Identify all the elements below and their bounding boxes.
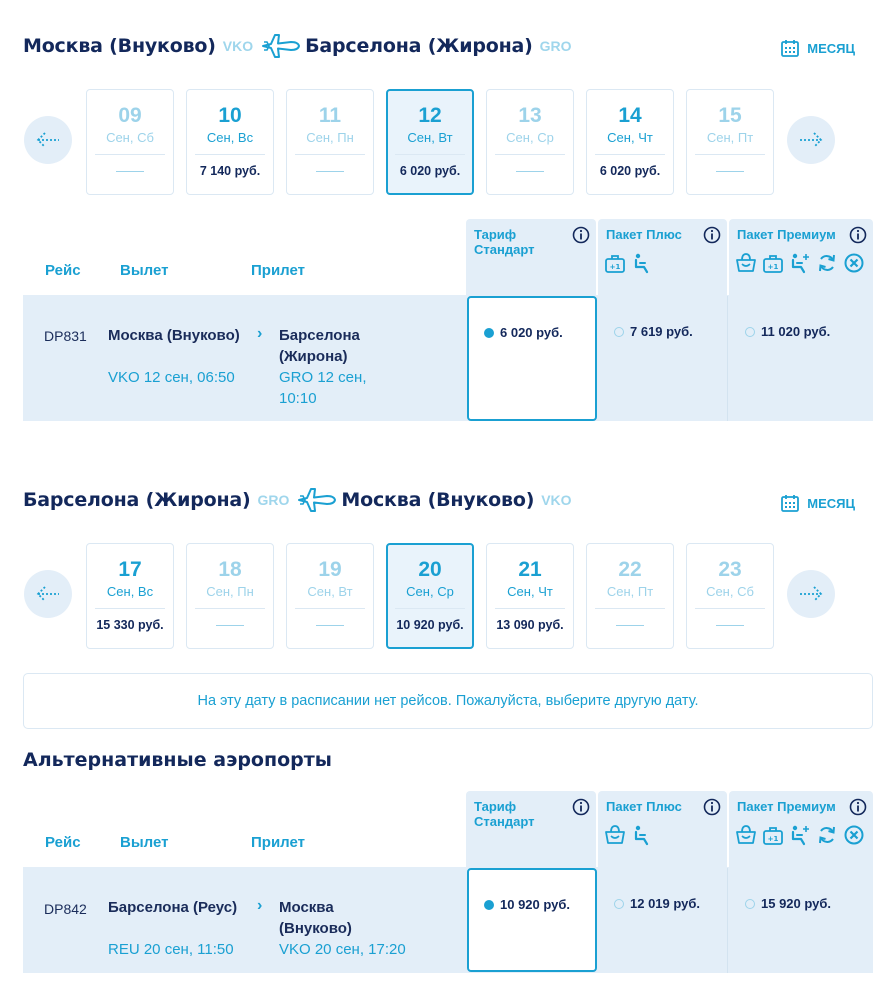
no-price-dash (316, 625, 344, 626)
date-card[interactable] (586, 543, 674, 649)
tariff-plus-header (598, 219, 727, 295)
date-weekday: Сен, Чт (607, 130, 653, 145)
no-price-dash (216, 625, 244, 626)
date-weekday: Сен, Пт (606, 584, 654, 599)
date-number: 14 (618, 104, 642, 127)
price-premium[interactable] (729, 296, 873, 421)
no-price-dash (516, 171, 544, 172)
arrival-city: Барселона (Жирона) (279, 327, 360, 365)
departure-city: Барселона (Реус) (108, 899, 238, 916)
date-number: 13 (518, 104, 542, 127)
flight-number: DP842 (44, 901, 87, 917)
date-number: 11 (318, 104, 342, 127)
radio (614, 899, 624, 909)
price-value: 6 020 руб. (500, 325, 563, 340)
date-weekday: Сен, Пн (306, 130, 354, 145)
date-number: 22 (618, 558, 642, 581)
hand-luggage-icon (604, 824, 626, 846)
date-divider (395, 154, 465, 155)
date-divider (595, 608, 665, 609)
date-number: 10 (218, 104, 242, 127)
month-view-button[interactable] (780, 38, 855, 58)
date-number: 12 (418, 104, 442, 127)
date-card[interactable] (86, 89, 174, 195)
date-number: 20 (418, 558, 442, 581)
price-standard[interactable] (467, 868, 597, 972)
col-header-flight: Рейс (45, 262, 81, 279)
baggage-icon (762, 252, 784, 274)
flight-number: DP831 (44, 328, 87, 344)
date-divider (295, 608, 365, 609)
date-divider (595, 154, 665, 155)
next-days-button[interactable] (787, 570, 835, 618)
month-view-button[interactable] (780, 493, 855, 513)
baggage-icon (604, 252, 626, 274)
date-number: 18 (218, 558, 242, 581)
date-card[interactable] (486, 543, 574, 649)
date-divider (295, 154, 365, 155)
chevron-right-icon: › (257, 897, 263, 914)
date-price: 7 140 руб. (199, 164, 261, 178)
no-price-dash (716, 171, 744, 172)
date-divider (495, 154, 565, 155)
origin-city: Москва (Внуково) (23, 35, 216, 57)
tariff-name: Пакет Плюс (606, 227, 682, 242)
calendar-icon (780, 493, 800, 513)
radio-selected (484, 900, 494, 910)
price-value: 15 920 руб. (761, 896, 832, 911)
date-weekday: Сен, Сб (106, 130, 154, 145)
date-weekday: Сен, Ср (506, 130, 554, 145)
seat-plus-icon (789, 252, 811, 274)
info-icon[interactable] (572, 226, 590, 244)
price-premium[interactable] (729, 868, 873, 973)
tariff-standard-header (466, 791, 596, 867)
date-price: 6 020 руб. (599, 164, 661, 178)
next-days-button[interactable] (787, 116, 835, 164)
radio (614, 327, 624, 337)
prev-days-button[interactable] (24, 116, 72, 164)
tariff-premium-header (729, 791, 873, 867)
price-plus[interactable] (598, 296, 727, 421)
date-card-selected[interactable] (386, 89, 474, 195)
price-value: 11 020 руб. (761, 324, 831, 339)
date-card-selected[interactable] (386, 543, 474, 649)
origin-code: GRO (257, 492, 290, 508)
hand-luggage-icon (735, 824, 757, 846)
date-number: 15 (718, 104, 742, 127)
tariff-plus-header (598, 791, 727, 867)
date-divider (395, 608, 465, 609)
arrow-right-icon (797, 130, 825, 150)
price-value: 7 619 руб. (630, 324, 693, 339)
radio (745, 327, 755, 337)
date-weekday: Сен, Пт (706, 130, 754, 145)
airplane-icon (297, 485, 337, 515)
departure-city: Москва (Внуково) (108, 327, 240, 344)
airplane-icon (261, 31, 301, 61)
arrival-time: VKO 20 сен, 17:20 (279, 941, 406, 958)
date-weekday: Сен, Сб (706, 584, 754, 599)
date-card[interactable] (586, 89, 674, 195)
info-icon[interactable] (572, 798, 590, 816)
refund-icon (843, 252, 865, 274)
departure-time: VKO 12 сен, 06:50 (108, 369, 235, 386)
date-divider (495, 608, 565, 609)
arrow-left-icon (34, 130, 62, 150)
arrival-city: Москва (Внуково) (279, 899, 352, 937)
radio-selected (484, 328, 494, 338)
date-divider (195, 608, 265, 609)
chevron-right-icon: › (257, 325, 263, 342)
date-number: 17 (118, 558, 142, 581)
seat-icon (631, 252, 653, 274)
col-header-departure: Вылет (120, 834, 169, 851)
date-weekday: Сен, Чт (507, 584, 553, 599)
date-weekday: Сен, Вс (206, 130, 254, 145)
prev-days-button[interactable] (24, 570, 72, 618)
col-header-arrival: Прилет (251, 262, 305, 279)
no-price-dash (316, 171, 344, 172)
date-divider (95, 154, 165, 155)
origin-city: Барселона (Жирона) (23, 489, 251, 511)
price-value: 12 019 руб. (630, 896, 701, 911)
baggage-icon (762, 824, 784, 846)
destination-code: VKO (541, 492, 572, 508)
date-weekday: Сен, Пн (206, 584, 254, 599)
date-divider (195, 154, 265, 155)
hand-luggage-icon (735, 252, 757, 274)
date-number: 19 (318, 558, 342, 581)
info-icon[interactable] (849, 798, 867, 816)
exchange-icon (816, 252, 838, 274)
date-card[interactable] (286, 543, 374, 649)
info-icon[interactable] (703, 798, 721, 816)
date-price: 13 090 руб. (496, 618, 564, 632)
date-weekday: Сен, Ср (406, 584, 454, 599)
date-number: 23 (718, 558, 742, 581)
origin-code: VKO (222, 38, 254, 54)
date-card[interactable] (686, 543, 774, 649)
arrow-left-icon (34, 584, 62, 604)
month-label: МЕСЯЦ (807, 40, 855, 56)
date-card[interactable] (86, 543, 174, 649)
alternative-airports-title: Альтернативные аэропорты (23, 749, 332, 771)
no-price-dash (116, 171, 144, 172)
info-icon[interactable] (703, 226, 721, 244)
destination-code: GRO (539, 38, 572, 54)
no-flights-message: На эту дату в расписании нет рейсов. Пожалуйста, выберите другую дату. (23, 673, 873, 729)
exchange-icon (816, 824, 838, 846)
date-card[interactable] (486, 89, 574, 195)
cell-divider (727, 296, 728, 421)
date-card[interactable] (186, 543, 274, 649)
price-plus[interactable] (598, 868, 727, 973)
destination-city: Москва (Внуково) (341, 489, 535, 511)
outbound-route-header (23, 31, 572, 61)
radio (745, 899, 755, 909)
arrow-right-icon (797, 584, 825, 604)
no-price-dash (616, 625, 644, 626)
col-header-departure: Вылет (120, 262, 169, 279)
departure-time: REU 20 сен, 11:50 (108, 941, 234, 958)
destination-city: Барселона (Жирона) (305, 35, 533, 57)
no-price-dash (716, 625, 744, 626)
date-price: 6 020 руб. (399, 164, 461, 178)
col-header-flight: Рейс (45, 834, 81, 851)
refund-icon (843, 824, 865, 846)
date-divider (695, 608, 765, 609)
tariff-name: Пакет Плюс (606, 799, 682, 814)
date-card[interactable] (686, 89, 774, 195)
date-divider (695, 154, 765, 155)
tariff-name: Тариф Стандарт (474, 227, 535, 257)
arrival-time: GRO 12 сен, 10:10 (279, 369, 367, 407)
date-price: 15 330 руб. (96, 618, 164, 632)
tariff-name: Пакет Премиум (737, 227, 836, 242)
date-card[interactable] (286, 89, 374, 195)
return-route-header (23, 485, 572, 515)
date-card[interactable] (186, 89, 274, 195)
seat-plus-icon (789, 824, 811, 846)
date-weekday: Сен, Вт (307, 584, 353, 599)
seat-icon (631, 824, 653, 846)
col-header-arrival: Прилет (251, 834, 305, 851)
date-weekday: Сен, Вт (407, 130, 453, 145)
date-weekday: Сен, Вс (106, 584, 154, 599)
info-icon[interactable] (849, 226, 867, 244)
tariff-name: Тариф Стандарт (474, 799, 535, 829)
tariff-standard-header (466, 219, 596, 295)
month-label: МЕСЯЦ (807, 495, 855, 511)
calendar-icon (780, 38, 800, 58)
date-number: 09 (118, 104, 142, 127)
tariff-name: Пакет Премиум (737, 799, 836, 814)
cell-divider (727, 868, 728, 973)
date-divider (95, 608, 165, 609)
price-standard[interactable] (467, 296, 597, 421)
tariff-premium-header (729, 219, 873, 295)
date-number: 21 (518, 558, 542, 581)
date-price: 10 920 руб. (396, 618, 464, 632)
price-value: 10 920 руб. (500, 897, 571, 912)
